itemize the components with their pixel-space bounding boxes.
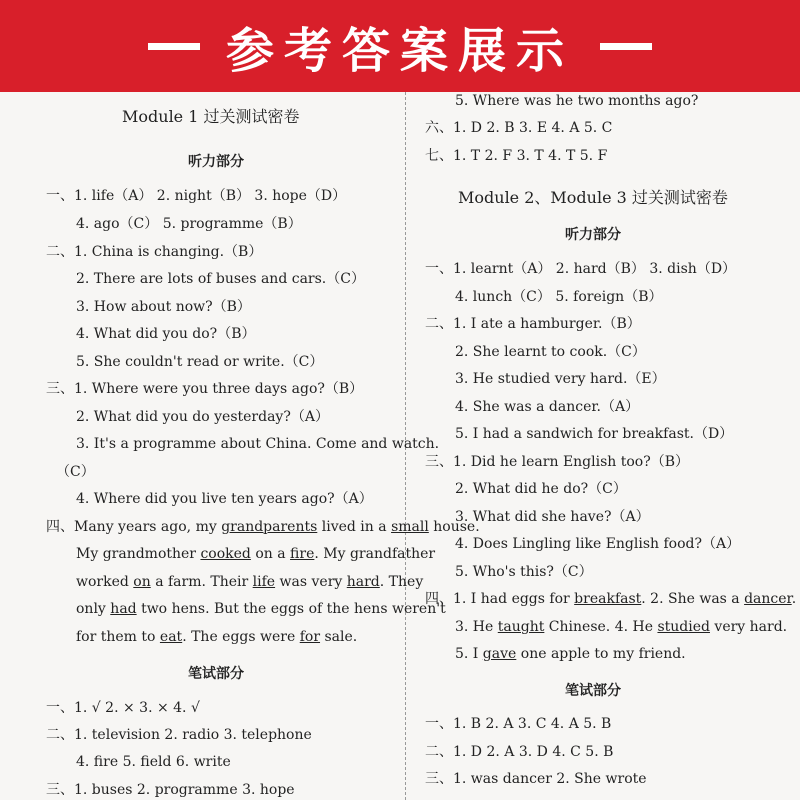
listening-title: 听力部分: [188, 154, 244, 170]
passage-line: for them to eat. The eggs were for sale.: [76, 629, 358, 645]
passage-line: worked on a farm. Their life was very hard. They: [76, 574, 424, 590]
listening-title: 听力部分: [565, 227, 621, 243]
answer-line: 二、1. D 2. A 3. D 4. C 5. B: [425, 744, 614, 760]
answer-line: 3. How about now?（B）: [76, 299, 251, 315]
answer-line: 5. She couldn't read or write.（C）: [76, 354, 324, 370]
answer-line: 二、1. I ate a hamburger.（B）: [425, 316, 641, 332]
answer-line: 4. Where did you live ten years ago?（A）: [76, 491, 373, 507]
written-title: 笔试部分: [188, 666, 244, 682]
answer-line: 六、1. D 2. B 3. E 4. A 5. C: [425, 120, 613, 136]
answer-line: 2. There are lots of buses and cars.（C）: [76, 271, 365, 287]
answer-line: 三、1. Did he learn English too?（B）: [425, 454, 690, 470]
answer-line: 一、1. learnt（A） 2. hard（B） 3. dish（D）: [425, 261, 737, 277]
answer-line: 一、1. life（A） 2. night（B） 3. hope（D）: [46, 188, 347, 204]
written-title: 笔试部分: [565, 683, 621, 699]
answer-line: 3. What did she have?（A）: [455, 509, 650, 525]
answer-line: 5. Where was he two months ago?: [455, 93, 699, 109]
passage-line: My grandmother cooked on a fire. My grandfather: [76, 546, 436, 562]
answer-line: 4. What did you do?（B）: [76, 326, 256, 342]
answer-line: 七、1. T 2. F 3. T 4. T 5. F: [425, 148, 608, 164]
banner-right-dash: [600, 43, 652, 50]
answer-line: 二、1. China is changing.（B）: [46, 244, 263, 260]
answer-line: 三、1. buses 2. programme 3. hope: [46, 782, 295, 798]
answer-line: 5. I gave one apple to my friend.: [455, 646, 686, 662]
answer-line: 5. I had a sandwich for breakfast.（D）: [455, 426, 734, 442]
answer-line: 三、1. was dancer 2. She wrote: [425, 771, 647, 787]
answer-line: 2. She learnt to cook.（C）: [455, 344, 646, 360]
answer-line: 4. lunch（C） 5. foreign（B）: [455, 289, 663, 305]
answer-banner: [0, 0, 800, 92]
answer-line: 4. fire 5. field 6. write: [76, 754, 231, 770]
answer-line: 4. She was a dancer.（A）: [455, 399, 640, 415]
answer-line: 二、1. television 2. radio 3. telephone: [46, 727, 312, 743]
answer-line: 四、1. I had eggs for breakfast. 2. She was a dancer.: [425, 591, 797, 607]
answer-line: 三、1. Where were you three days ago?（B）: [46, 381, 364, 397]
answer-line: （C）: [56, 464, 95, 480]
answer-line: 4. Does Lingling like English food?（A）: [455, 536, 741, 552]
passage-line: only had two hens. But the eggs of the hens weren't: [76, 601, 446, 617]
answer-line: 4. ago（C） 5. programme（B）: [76, 216, 302, 232]
answer-line: 5. Who's this?（C）: [455, 564, 593, 580]
module1-title: Module 1 过关测试密卷: [122, 107, 300, 126]
answer-line: 2. What did you do yesterday?（A）: [76, 409, 329, 425]
module23-title: Module 2、Module 3 过关测试密卷: [458, 188, 728, 207]
answer-line: 3. He studied very hard.（E）: [455, 371, 666, 387]
banner-title: 参考答案展示: [225, 22, 574, 79]
banner-left-dash: [148, 43, 200, 50]
answer-line: 2. What did he do?（C）: [455, 481, 627, 497]
answer-line: 3. He taught Chinese. 4. He studied very hard.: [455, 619, 788, 635]
answer-line: 3. It's a programme about China. Come and watch.: [76, 436, 440, 452]
answer-line: 一、1. √ 2. × 3. × 4. √: [46, 700, 200, 716]
passage-line: 四、Many years ago, my grandparents lived in a small house.: [46, 519, 480, 535]
answer-line: 一、1. B 2. A 3. C 4. A 5. B: [425, 716, 612, 732]
